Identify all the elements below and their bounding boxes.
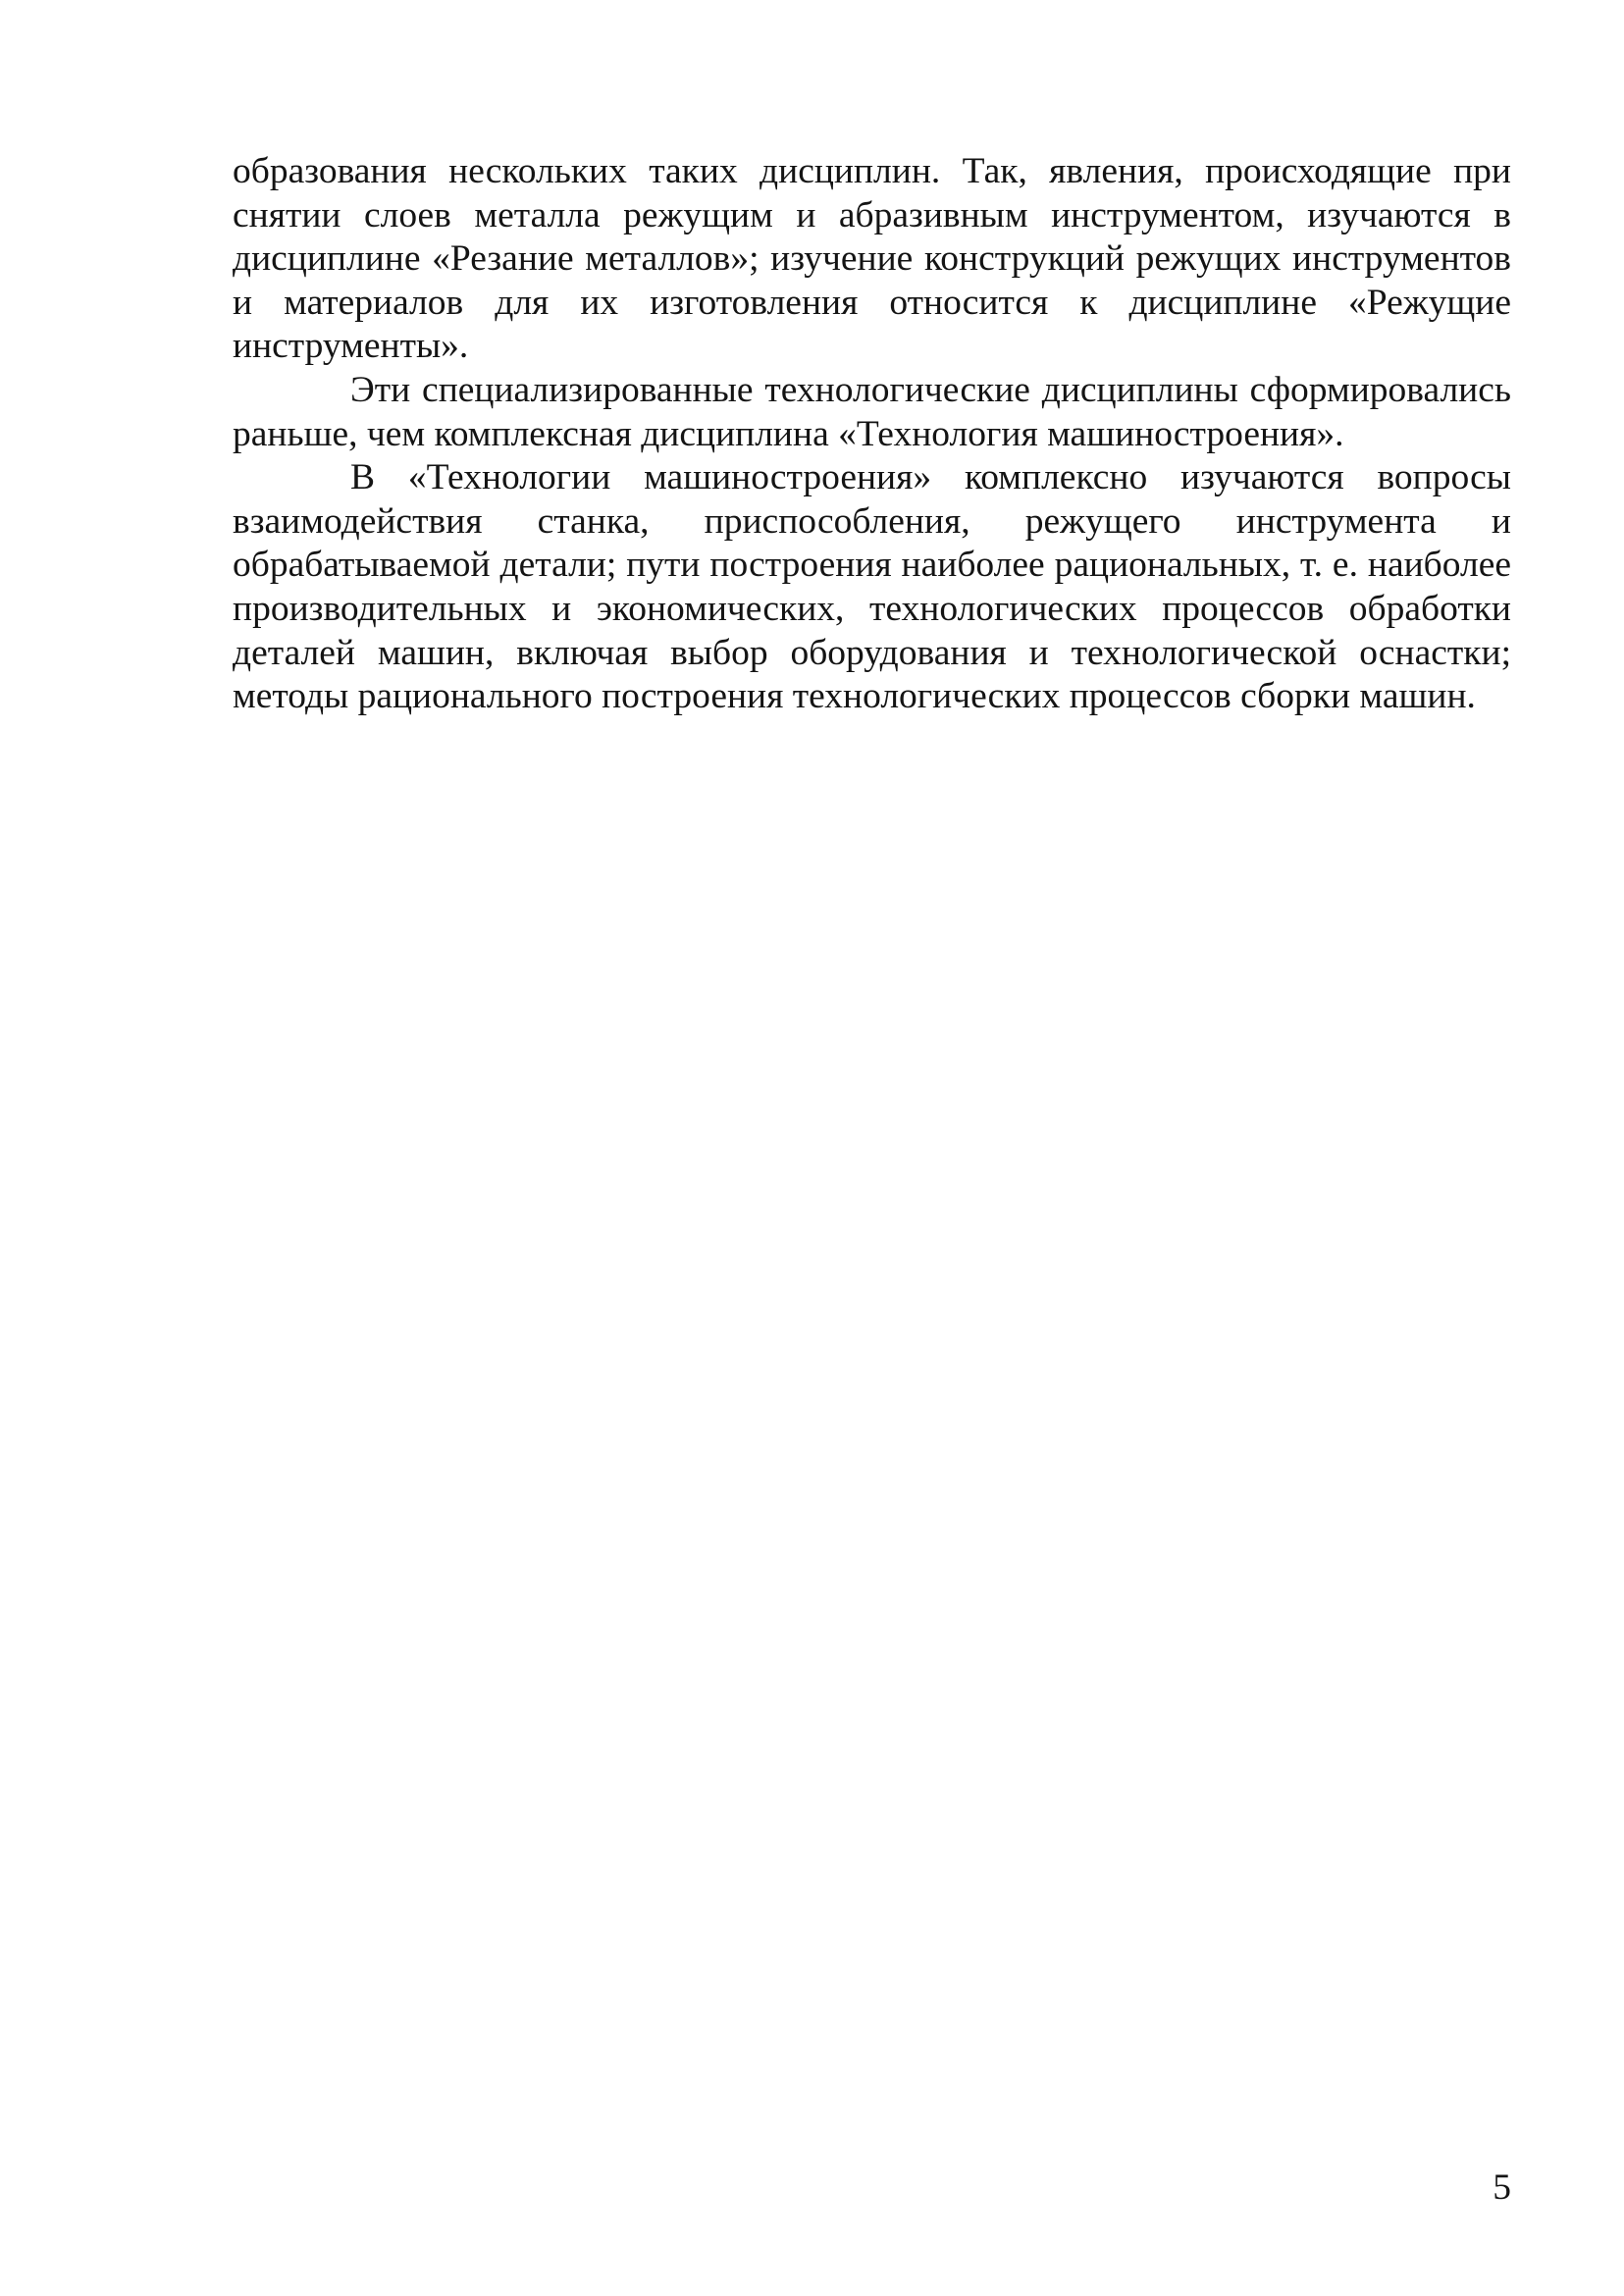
paragraph-machine-building-technology: В «Технологии машиностроения» комплексно изучаются вопросы взаимодействия станка, приспособления, режущего инструмента и обрабатываемой детали; пути построения наиболее рациональных, т. е. наиболее производительных и экономических, технологических процессов обработки деталей машин, включая выбор оборудования и технологической оснастки; методы рационального построения технологических процессов сборки машин. (233, 457, 1511, 717)
paragraph-continuation: образования нескольких таких дисциплин. Так, явления, происходящие при снятии слоев металла режущим и абразивным инструментом, изучаются в дисциплине «Резание металлов»; изучение конструкций режущих инструментов и материалов для их изготовления относится к дисциплине «Режущие инструменты». (233, 151, 1511, 367)
page-number: 5 (1493, 2167, 1511, 2208)
paragraph-specialized-disciplines: Эти специализированные технологические дисциплины сформировались раньше, чем комплексная дисциплина «Технология машиностроения». (233, 369, 1511, 454)
body-text (233, 150, 1511, 719)
